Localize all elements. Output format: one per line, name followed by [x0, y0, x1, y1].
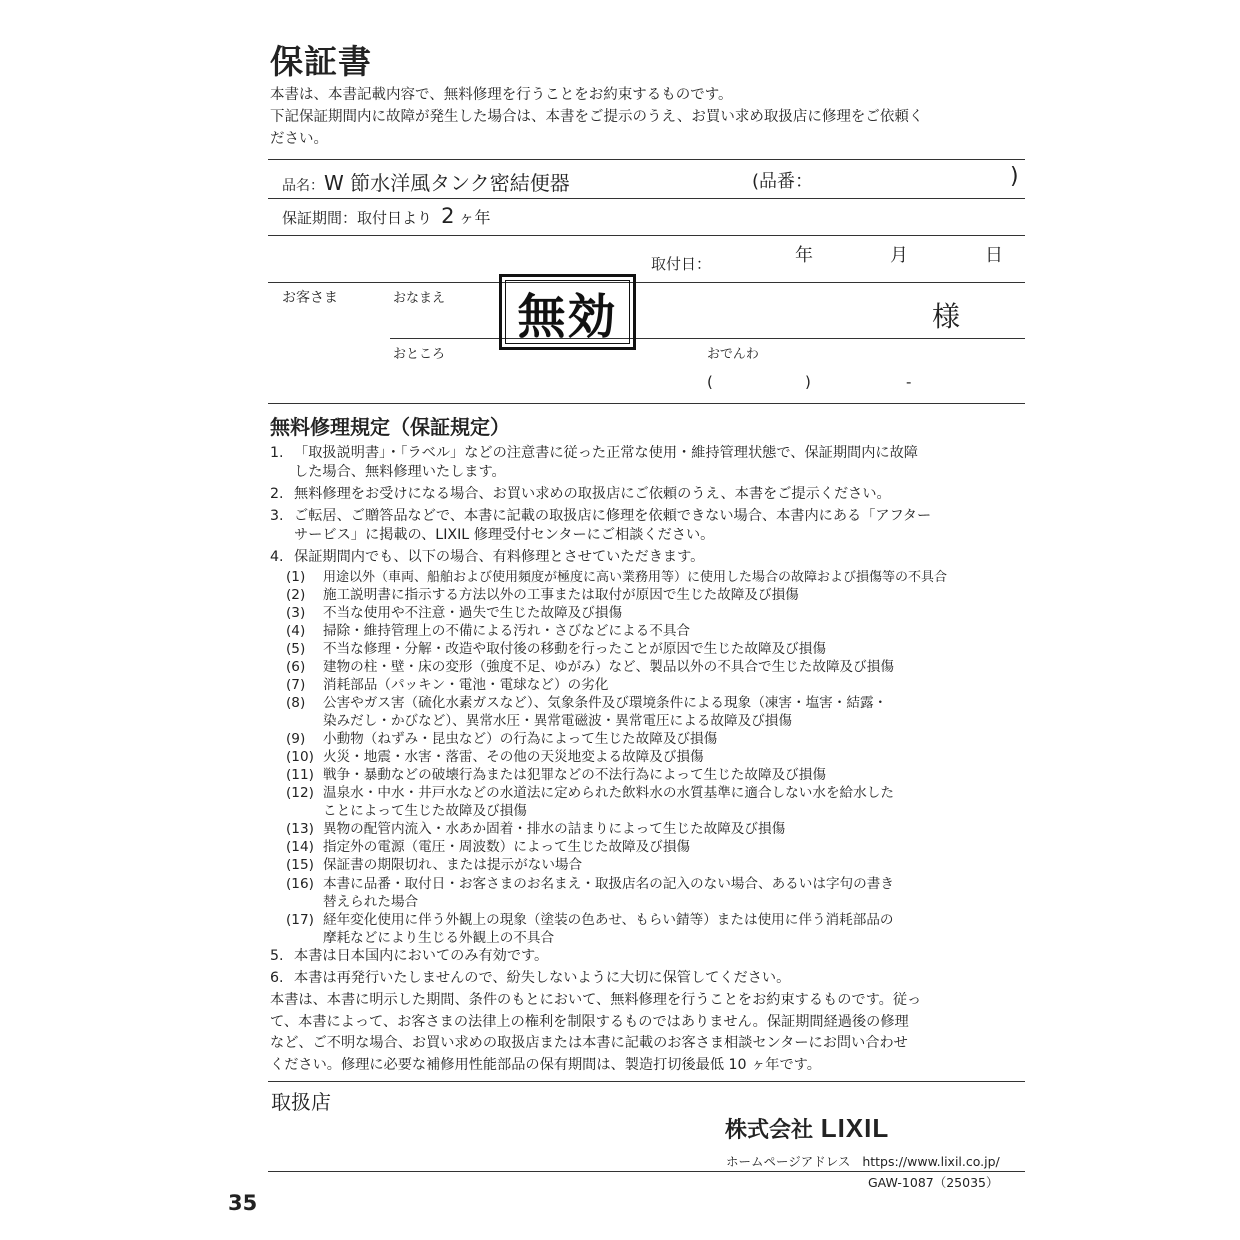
rule-text: 無料修理をお受けになる場合、お買い求めの取扱店にご依頼のうえ、本書をご提示ください。 [294, 486, 891, 502]
subrule-item [286, 820, 1031, 838]
subrule-number: (15) [286, 857, 314, 873]
rule-number: 2. [270, 486, 284, 502]
homepage-url[interactable]: https://www.lixil.co.jp/ [862, 1154, 1000, 1169]
subrule-text: 掃除・維持管理上の不備による汚れ・さびなどによる不具合 [323, 623, 691, 639]
customer-label: お客さま [282, 290, 338, 306]
rule-number: 5. [270, 948, 284, 964]
rule-text: ご転居、ご贈答品などで、本書に記載の取扱店に修理を依頼できない場合、本書内にある「アフター [294, 508, 932, 524]
product-name: W 節水洋風タンク密結便器 [324, 171, 570, 195]
subrule-item [286, 586, 1031, 604]
rule-item [270, 444, 1030, 482]
customer-suffix: 様 [932, 300, 961, 333]
install-date-label: 取付日： [651, 255, 712, 273]
subrule-item [286, 694, 1031, 730]
company-logo [725, 1113, 889, 1144]
subrule-text: 温泉水・中水・井戸水などの水道法に定められた飲料水の水質基準に適合しない水を給水した [323, 785, 894, 801]
subrule-text: 用途以外（車両、船舶および使用頻度が極度に高い業務用等）に使用した場合の故障および損傷等の不具合 [323, 570, 948, 585]
subrule-text: 建物の柱・壁・床の変形（強度不足、ゆがみ）など、製品以外の不具合で生じた故障及び損傷 [323, 659, 894, 675]
void-stamp: 無効 [499, 274, 636, 350]
install-month: 月 [890, 245, 908, 266]
closing-line: ください。修理に必要な補修用性能部品の保有期間は、製造打切後最低 10 ヶ年です。 [270, 1056, 821, 1073]
divider [268, 403, 1025, 404]
model-label-wrap [752, 167, 813, 193]
rule-number: 1. [270, 445, 284, 461]
subrule-number: (5) [286, 641, 306, 657]
rule-text: 本書は日本国内においてのみ有効です。 [294, 948, 549, 964]
subrule-item [286, 640, 1031, 658]
company-prefix: 株式会社 [725, 1118, 814, 1143]
subrule-number: (7) [286, 677, 306, 693]
page-number: 35 [228, 1191, 258, 1215]
subrule-number: (3) [286, 605, 306, 621]
document-code: GAW-1087（25035） [868, 1175, 999, 1190]
subrule-text: 保証書の期限切れ、または提示がない場合 [323, 857, 583, 873]
rule-item [270, 485, 1030, 504]
divider [268, 159, 1025, 160]
subrule-text: 指定外の電源（電圧・周波数）によって生じた故障及び損傷 [323, 839, 691, 855]
intro-line: 下記保証期間内に故障が発生した場合は、本書をご提示のうえ、お買い求め取扱店に修理をご依頼く [270, 109, 924, 125]
subrule-item [286, 856, 1031, 874]
subrule-number: (2) [286, 587, 306, 603]
intro-line: ださい。 [270, 131, 328, 147]
subrule-item [286, 622, 1031, 640]
subrule-text: 替えられた場合 [323, 894, 419, 910]
rule-number: 4. [270, 549, 284, 565]
page-title: 保証書 [270, 42, 372, 81]
subrule-item [286, 875, 1031, 911]
rule-number: 6. [270, 970, 284, 986]
phone-open-paren: ( [707, 373, 713, 391]
rule-item [270, 969, 1030, 988]
closing-paragraph [270, 990, 921, 1076]
model-close-paren: ) [1010, 164, 1019, 189]
subrule-number: (11) [286, 767, 314, 783]
subrule-item [286, 676, 1031, 694]
customer-address-label: おところ [393, 347, 446, 362]
divider [268, 282, 1025, 283]
warranty-period-unit: ヶ年 [458, 208, 491, 227]
subrule-text: 不当な修理・分解・改造や取付後の移動を行ったことが原因で生じた故障及び損傷 [323, 641, 826, 657]
subrule-item [286, 658, 1031, 676]
closing-line: など、ご不明な場合、お買い求めの取扱店または本書に記載のお客さま相談センターにお問い合わせ [270, 1035, 908, 1051]
rule-text: 本書は再発行いたしませんので、紛失しないように大切に保管してください。 [294, 970, 791, 986]
dealer-label: 取扱店 [271, 1090, 331, 1114]
divider [268, 1081, 1025, 1082]
warranty-period [282, 204, 491, 228]
install-year: 年 [795, 245, 813, 266]
subrule-number: (13) [286, 821, 314, 837]
model-label: (品番： [752, 171, 814, 192]
subrule-item [286, 568, 1031, 587]
subrule-item [286, 784, 1031, 820]
subrule-text: 公害やガス害（硫化水素ガスなど）、気象条件及び環境条件による現象（凍害・塩害・結露・ [323, 695, 888, 711]
subrule-number: (9) [286, 731, 306, 747]
product-label: 品名： [282, 178, 324, 194]
subrule-item [286, 911, 1031, 947]
warranty-period-value: 2 [441, 204, 455, 228]
closing-line: て、本書によって、お客さまの法律上の権利を制限するものではありません。保証期間経過後の修理 [270, 1013, 909, 1030]
subrule-text: ことによって生じた故障及び損傷 [323, 803, 527, 819]
subrule-item [286, 730, 1031, 748]
install-day: 日 [985, 245, 1003, 266]
phone-close-paren: ) [805, 373, 811, 391]
subrule-number: (6) [286, 659, 306, 675]
subrule-item [286, 838, 1031, 856]
rule-item [270, 548, 1030, 567]
subrule-text: 施工説明書に指示する方法以外の工事または取付が原因で生じた故障及び損傷 [323, 587, 799, 603]
subrule-number: (10) [286, 749, 314, 765]
subrule-number: (4) [286, 623, 306, 639]
subrule-text: 本書に品番・取付日・お客さまのお名まえ・取扱店名の記入のない場合、あるいは字句の書き [323, 876, 894, 892]
subrule-number: (14) [286, 839, 314, 855]
subrule-item [286, 748, 1031, 766]
closing-line: 本書は、本書に明示した期間、条件のもとにおいて、無料修理を行うことをお約束するものです。従っ [270, 992, 922, 1008]
subrule-text: 経年変化使用に伴う外観上の現象（塗装の色あせ、もらい錆等）または使用に伴う消耗部品の [323, 912, 894, 928]
customer-phone-label: おでんわ [707, 347, 759, 362]
subrule-text: 摩耗などにより生じる外観上の不具合 [323, 930, 555, 946]
divider [268, 198, 1025, 199]
subrule-text: 小動物（ねずみ・昆虫など）の行為によって生じた故障及び損傷 [323, 731, 718, 747]
rule-text: 保証期間内でも、以下の場合、有料修理とさせていただきます。 [294, 549, 705, 565]
phone-dash: - [906, 373, 912, 391]
subrule-text: 異物の配管内流入・水あか固着・排水の詰まりによって生じた故障及び損傷 [323, 821, 786, 837]
company-brand: LIXIL [820, 1113, 890, 1143]
divider [268, 235, 1025, 236]
rules-title: 無料修理規定（保証規定） [270, 415, 510, 439]
subrule-number: (16) [286, 876, 314, 892]
subrule-text: 消耗部品（パッキン・電池・電球など）の劣化 [323, 677, 609, 693]
subrule-number: (12) [286, 785, 314, 801]
customer-name-label: おなまえ [393, 291, 446, 306]
intro-line: 本書は、本書記載内容で、無料修理を行うことをお約束するものです。 [270, 87, 733, 103]
subrule-number: (8) [286, 695, 306, 711]
product-row [282, 167, 570, 196]
rule-text: した場合、無料修理いたします。 [294, 464, 506, 480]
subrule-number: (1) [286, 569, 306, 585]
subrule-text: 戦争・暴動などの破壊行為または犯罪などの不法行為によって生じた故障及び損傷 [323, 767, 826, 783]
rule-item [270, 507, 1030, 545]
divider [390, 338, 1025, 339]
rule-text: サービス」に掲載の、LIXIL 修理受付センターにご相談ください。 [294, 527, 715, 543]
homepage-label: ホームページアドレス [726, 1154, 851, 1169]
rule-text: 「取扱説明書」・「ラベル」などの注意書に従った正常な使用・維持管理状態で、保証期間内に故障 [294, 445, 918, 461]
rule-item [270, 947, 1030, 966]
divider [268, 1171, 1025, 1172]
subrule-number: (17) [286, 912, 314, 928]
warranty-period-label: 保証期間：取付日より [282, 209, 433, 227]
homepage [726, 1152, 1000, 1170]
subrule-text: 火災・地震・水害・落雷、その他の天災地変よる故障及び損傷 [323, 749, 704, 765]
subrule-text: 不当な使用や不注意・過失で生じた故障及び損傷 [323, 605, 623, 621]
rule-number: 3. [270, 508, 284, 524]
subrule-item [286, 766, 1031, 784]
subrule-text: 染みだし・かびなど）、異常水圧・異常電磁波・異常電圧による故障及び損傷 [323, 713, 792, 729]
subrule-item [286, 604, 1031, 622]
